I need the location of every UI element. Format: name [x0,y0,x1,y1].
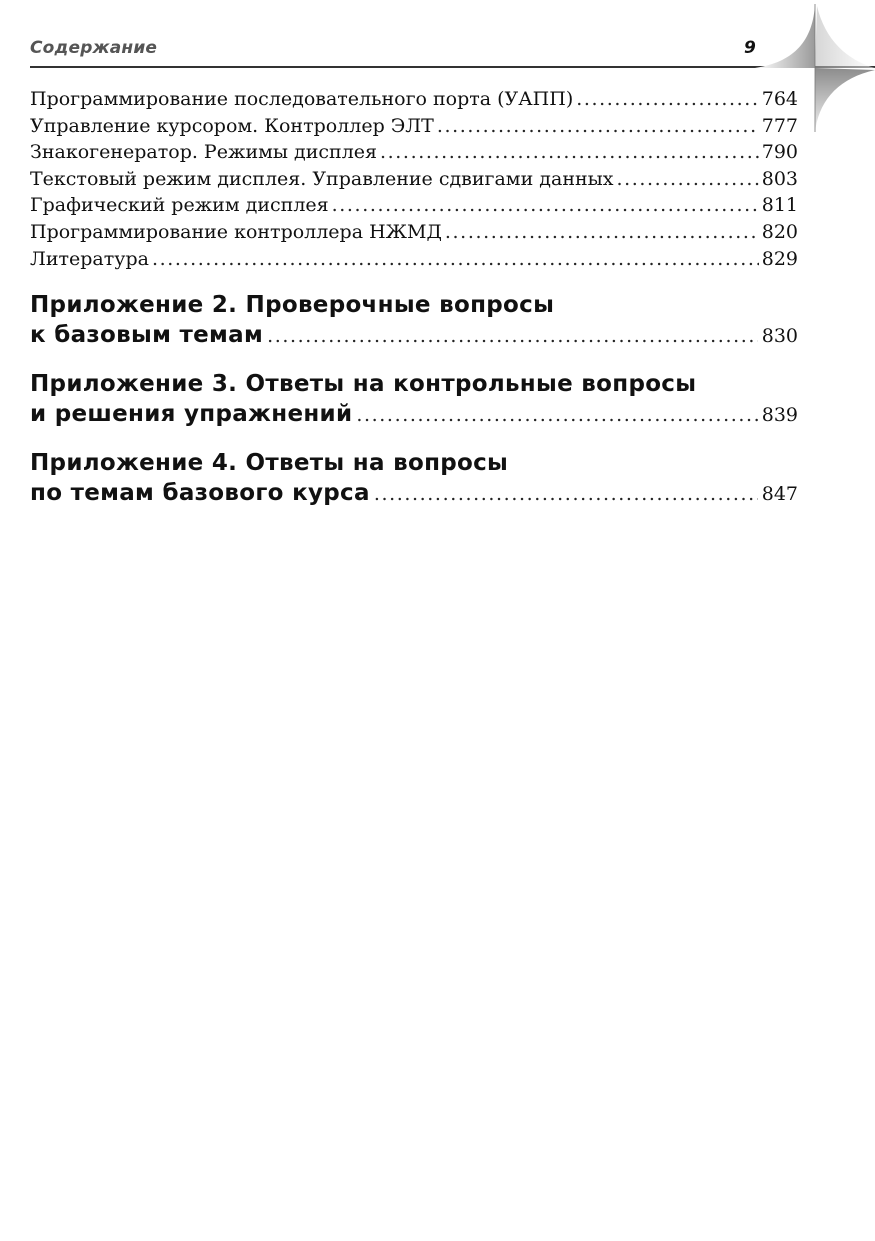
toc-entry-title: Текстовый режим дисплея. Управление сдвигами данных [30,167,614,190]
toc-entry-title: Графический режим дисплея [30,194,329,217]
appendix-page: 847 [761,483,798,506]
appendix-title-line2: и решения упражнений [30,401,353,428]
page-number: 9 [744,38,756,58]
toc-appendix-entry[interactable] [30,369,798,430]
toc-entry[interactable] [30,113,798,140]
toc-entry-title: Программирование контроллера НЖМД [30,220,442,243]
appendix-page: 830 [761,325,798,348]
toc-entry[interactable] [30,246,798,273]
dot-leader [374,479,758,509]
toc-entry-page: 803 [761,167,798,190]
toc-entry-page: 764 [761,88,798,110]
dot-leader [576,86,759,113]
dot-leader [356,400,757,430]
toc-entry-title: Знакогенератор. Режимы дисплея [30,141,378,164]
toc-entry-page: 811 [761,194,798,217]
table-of-contents [30,86,798,509]
appendix-title-line1: Приложение 3. Ответы на контрольные вопросы [30,371,697,398]
toc-entry[interactable] [30,219,798,246]
toc-entry[interactable] [30,86,798,113]
dot-leader [380,139,759,166]
toc-entry-page: 829 [761,247,798,270]
dot-leader [152,246,759,273]
dot-leader [445,219,759,246]
toc-entry-page: 820 [761,220,798,243]
toc-appendix-entry[interactable] [30,290,798,351]
dot-leader [616,166,758,193]
toc-entry-title: Управление курсором. Контроллер ЭЛТ [30,114,434,137]
appendix-title-line1: Приложение 4. Ответы на вопросы [30,450,509,477]
dot-leader [332,192,759,219]
dot-leader [437,113,759,140]
appendix-page: 839 [761,404,798,427]
toc-appendix-entry[interactable] [30,448,798,509]
toc-entry-title: Литература [30,247,149,270]
toc-entry-page: 790 [761,141,798,164]
appendix-title-line2: к базовым темам [30,322,264,349]
toc-entry[interactable] [30,192,798,219]
toc-entry[interactable] [30,139,798,166]
running-header-title: Содержание [30,38,158,58]
dot-leader [267,321,758,351]
toc-entry-page: 777 [761,114,798,137]
toc-entry-title: Программирование последовательного порта (УАПП) [30,88,574,110]
toc-entry[interactable] [30,166,798,193]
appendix-title-line2: по темам базового курса [30,480,370,507]
appendix-title-line1: Приложение 2. Проверочные вопросы [30,292,555,319]
